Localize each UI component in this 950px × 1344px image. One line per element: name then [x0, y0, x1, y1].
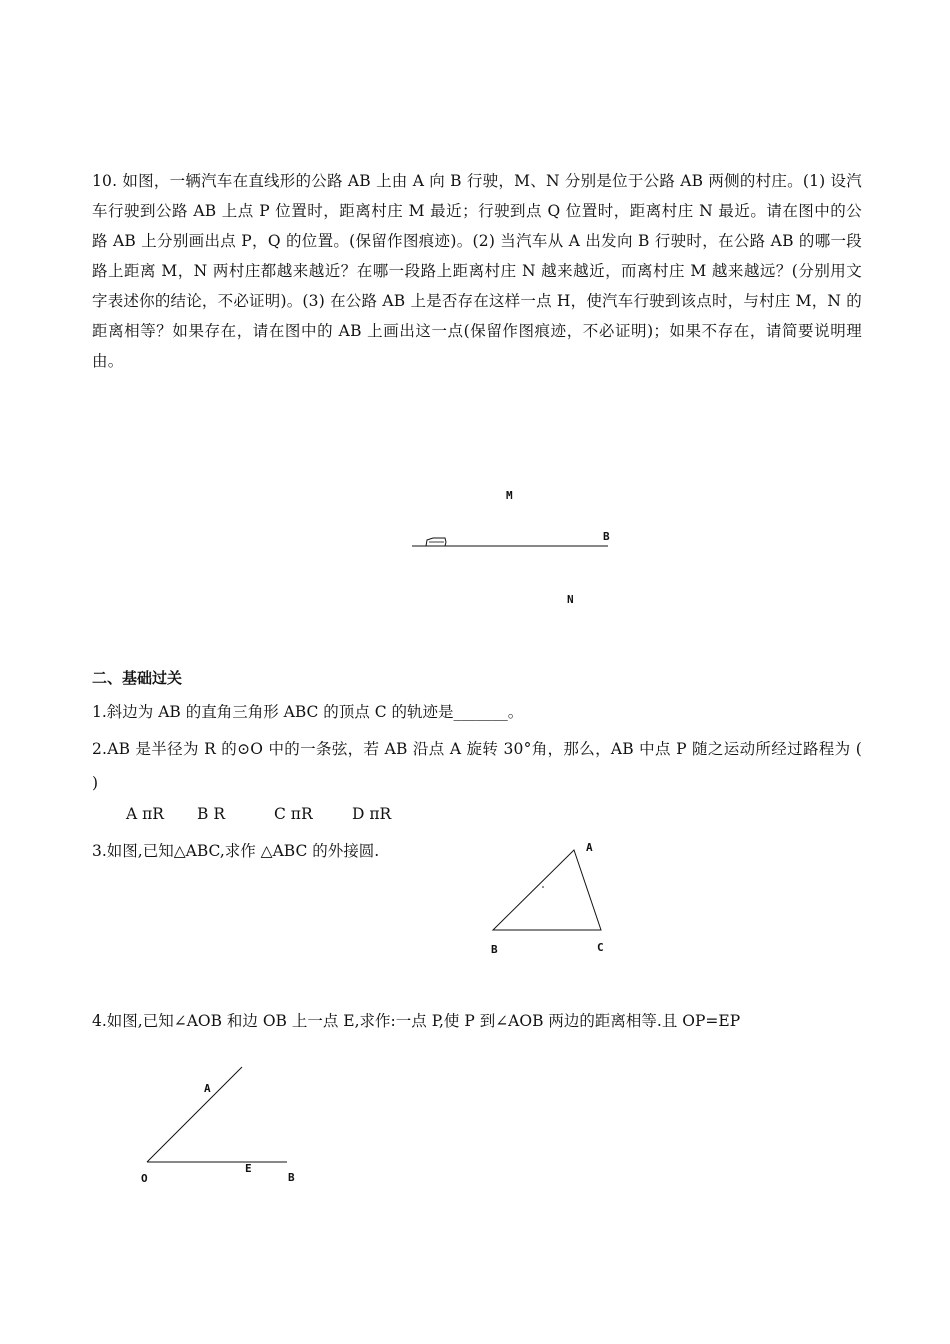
q2-option-a: A πR	[126, 805, 164, 823]
problem-10-text: 10. 如图，一辆汽车在直线形的公路 AB 上由 A 向 B 行驶，M、N 分别是位于公路 AB 两侧的村庄。(1) 设汽车行驶到公路 AB 上点 P 位置时，距离村庄 M 最近；行驶到点 Q 位置时，距离村庄 N 最近。请在图中的公路 AB 上分别画出点 P，Q 的位置。(保留作图痕迹)。(2) 当汽车从 A 出发向 B 行驶时，在公路 AB 的哪一段路上距离 M，N 两村庄都越来越近？在哪一段路上距离村庄 N 越来越近，而离村庄 M 越来越远？(分别用文字表述你的结论，不必证明)。(3) 在公路 AB 上是否存在这样一点 H，使汽车行驶到该点时，与村庄 M，N 的距离相等？如果存在，请在图中的 AB 上画出这一点(保留作图痕迹，不必证明)；如果不存在，请简要说明理由。	[92, 172, 862, 370]
label-c: C	[597, 941, 604, 954]
label-a: A	[586, 841, 593, 854]
car-icon	[426, 538, 446, 546]
question-4: 4.如图,已知∠AOB 和边 OB 上一点 E,求作:一点 P,使 P 到∠AOB 两边的距离相等.且 OP=EP	[92, 1012, 741, 1030]
q2-option-c: C πR	[274, 805, 313, 823]
problem-10-figure	[400, 480, 630, 615]
triangle-abc-figure	[480, 836, 620, 961]
angle-aob-figure	[130, 1060, 310, 1195]
label-b: B	[288, 1171, 295, 1184]
section-heading: 二、基础过关	[92, 669, 183, 687]
label-a: A	[204, 1082, 211, 1095]
label-e: E	[245, 1162, 252, 1175]
label-m: M	[506, 489, 513, 502]
label-b: B	[491, 943, 498, 956]
label-n: N	[567, 593, 574, 606]
q2-option-d: D πR	[352, 805, 392, 823]
question-2: 2.AB 是半径为 R 的⊙O 中的一条弦，若 AB 沿点 A 旋转 30°角，那么，AB 中点 P 随之运动所经过路程为 ( )	[92, 740, 862, 792]
question-3: 3.如图,已知△ABC,求作 △ABC 的外接圆.	[92, 842, 380, 860]
question-1: 1.斜边为 AB 的直角三角形 ABC 的顶点 C 的轨迹是_______。	[92, 703, 524, 721]
label-o: O	[141, 1172, 148, 1185]
label-b: B	[603, 530, 610, 543]
q2-option-b: B R	[197, 805, 225, 823]
